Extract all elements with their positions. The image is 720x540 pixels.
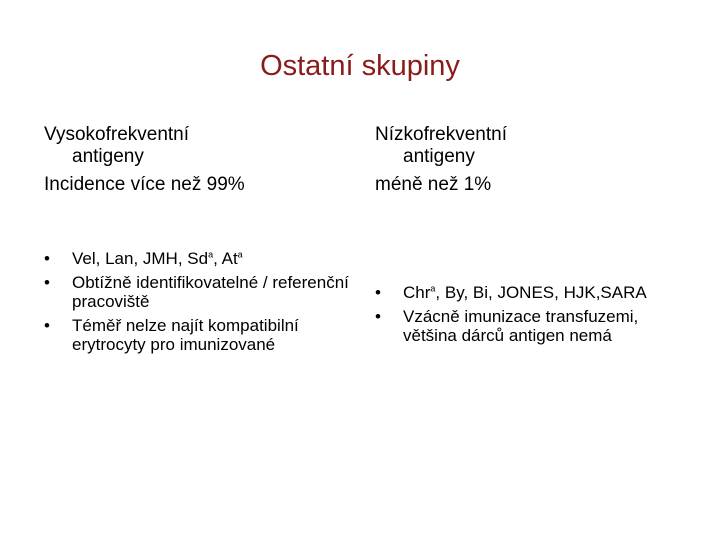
bullet-text: Téměř nelze najít kompatibilní erytrocyty pro imunizované xyxy=(72,316,299,354)
bullet-text: Vzácně imunizace transfuzemi, většina dárců antigen nemá xyxy=(403,307,639,345)
list-item xyxy=(375,307,695,345)
bullet-text: Obtížně identifikovatelné / referenční pracoviště xyxy=(72,273,349,311)
right-column-header xyxy=(375,124,695,196)
left-heading-line1: Vysokofrekventní xyxy=(44,124,190,145)
list-item xyxy=(44,316,349,354)
left-column-header xyxy=(44,124,354,196)
bullet-icon: • xyxy=(44,249,50,268)
right-heading-line1: Nízkofrekventní xyxy=(375,124,507,145)
bullet-text: Chr$^a$, By, Bi, JONES, HJK,SARA xyxy=(403,283,647,302)
list-item xyxy=(375,283,695,302)
list-item xyxy=(44,249,349,268)
bullet-icon: • xyxy=(375,307,381,326)
right-bullet-list xyxy=(375,283,695,350)
right-subheading: méně než 1% xyxy=(375,174,492,195)
left-bullet-list xyxy=(44,249,349,359)
right-heading-line2: antigeny xyxy=(403,146,475,167)
bullet-icon: • xyxy=(375,283,381,302)
left-subheading: Incidence více než 99% xyxy=(44,174,245,195)
bullet-icon: • xyxy=(44,273,50,292)
left-heading-line2: antigeny xyxy=(72,146,144,167)
list-item xyxy=(44,273,349,311)
bullet-text: Vel, Lan, JMH, Sd$^a$, At$^a$ xyxy=(72,249,243,268)
bullet-icon: • xyxy=(44,316,50,335)
slide-title: Ostatní skupiny xyxy=(260,50,460,82)
